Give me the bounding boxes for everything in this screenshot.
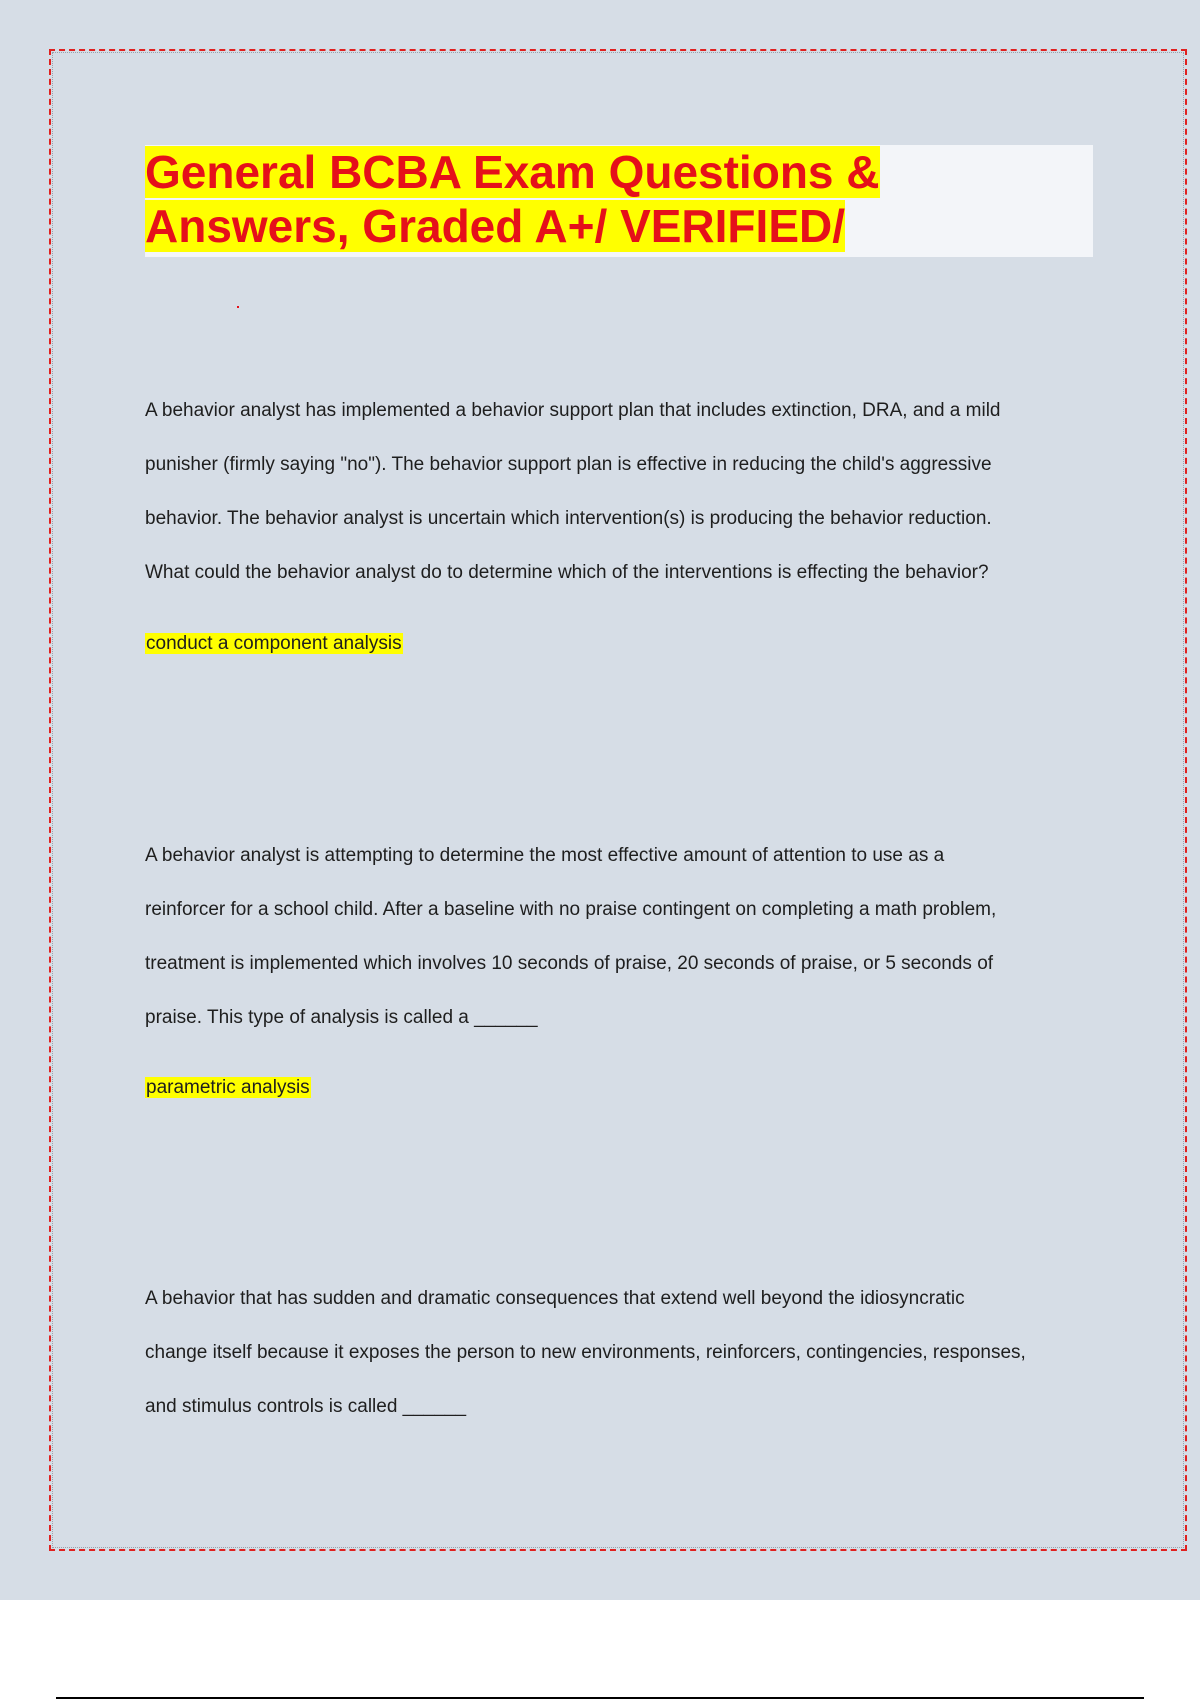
question-2-line-1: A behavior analyst is attempting to determine the most effective amount of attention to use as a	[145, 845, 945, 866]
stray-dot	[237, 306, 239, 308]
question-2-line-3: treatment is implemented which involves 10 seconds of praise, 20 seconds of praise, or 5 seconds of	[145, 953, 994, 974]
question-1	[145, 384, 1095, 600]
question-1-line-3: behavior. The behavior analyst is uncertain which intervention(s) is producing the behavior reduction.	[145, 508, 992, 529]
answer-2	[145, 1074, 311, 1102]
question-2	[145, 829, 1095, 1045]
answer-1	[145, 630, 403, 658]
question-3-line-3: and stimulus controls is called ______	[145, 1396, 467, 1417]
title-line-2: Answers, Graded A+/ VERIFIED/	[145, 200, 845, 252]
question-2-line-4: praise. This type of analysis is called a ______	[145, 1007, 538, 1028]
document-title	[145, 145, 1093, 253]
question-3-line-2: change itself because it exposes the person to new environments, reinforcers, contingencies, responses,	[145, 1342, 1026, 1363]
question-3-line-1: A behavior that has sudden and dramatic consequences that extend well beyond the idiosyncratic	[145, 1288, 965, 1309]
question-1-line-4: What could the behavior analyst do to determine which of the interventions is effecting the behavior?	[145, 562, 989, 583]
question-2-line-2: reinforcer for a school child. After a baseline with no praise contingent on completing a math problem,	[145, 899, 997, 920]
question-1-line-2: punisher (firmly saying "no"). The behavior support plan is effective in reducing the child's aggressive	[145, 454, 992, 475]
question-3	[145, 1272, 1095, 1434]
question-1-line-1: A behavior analyst has implemented a behavior support plan that includes extinction, DRA, and a mild	[145, 400, 1001, 421]
title-line-1: General BCBA Exam Questions &	[145, 146, 880, 198]
answer-2-text: parametric analysis	[146, 1077, 310, 1098]
footer-rule	[56, 1697, 1144, 1699]
answer-1-text: conduct a component analysis	[146, 633, 402, 654]
